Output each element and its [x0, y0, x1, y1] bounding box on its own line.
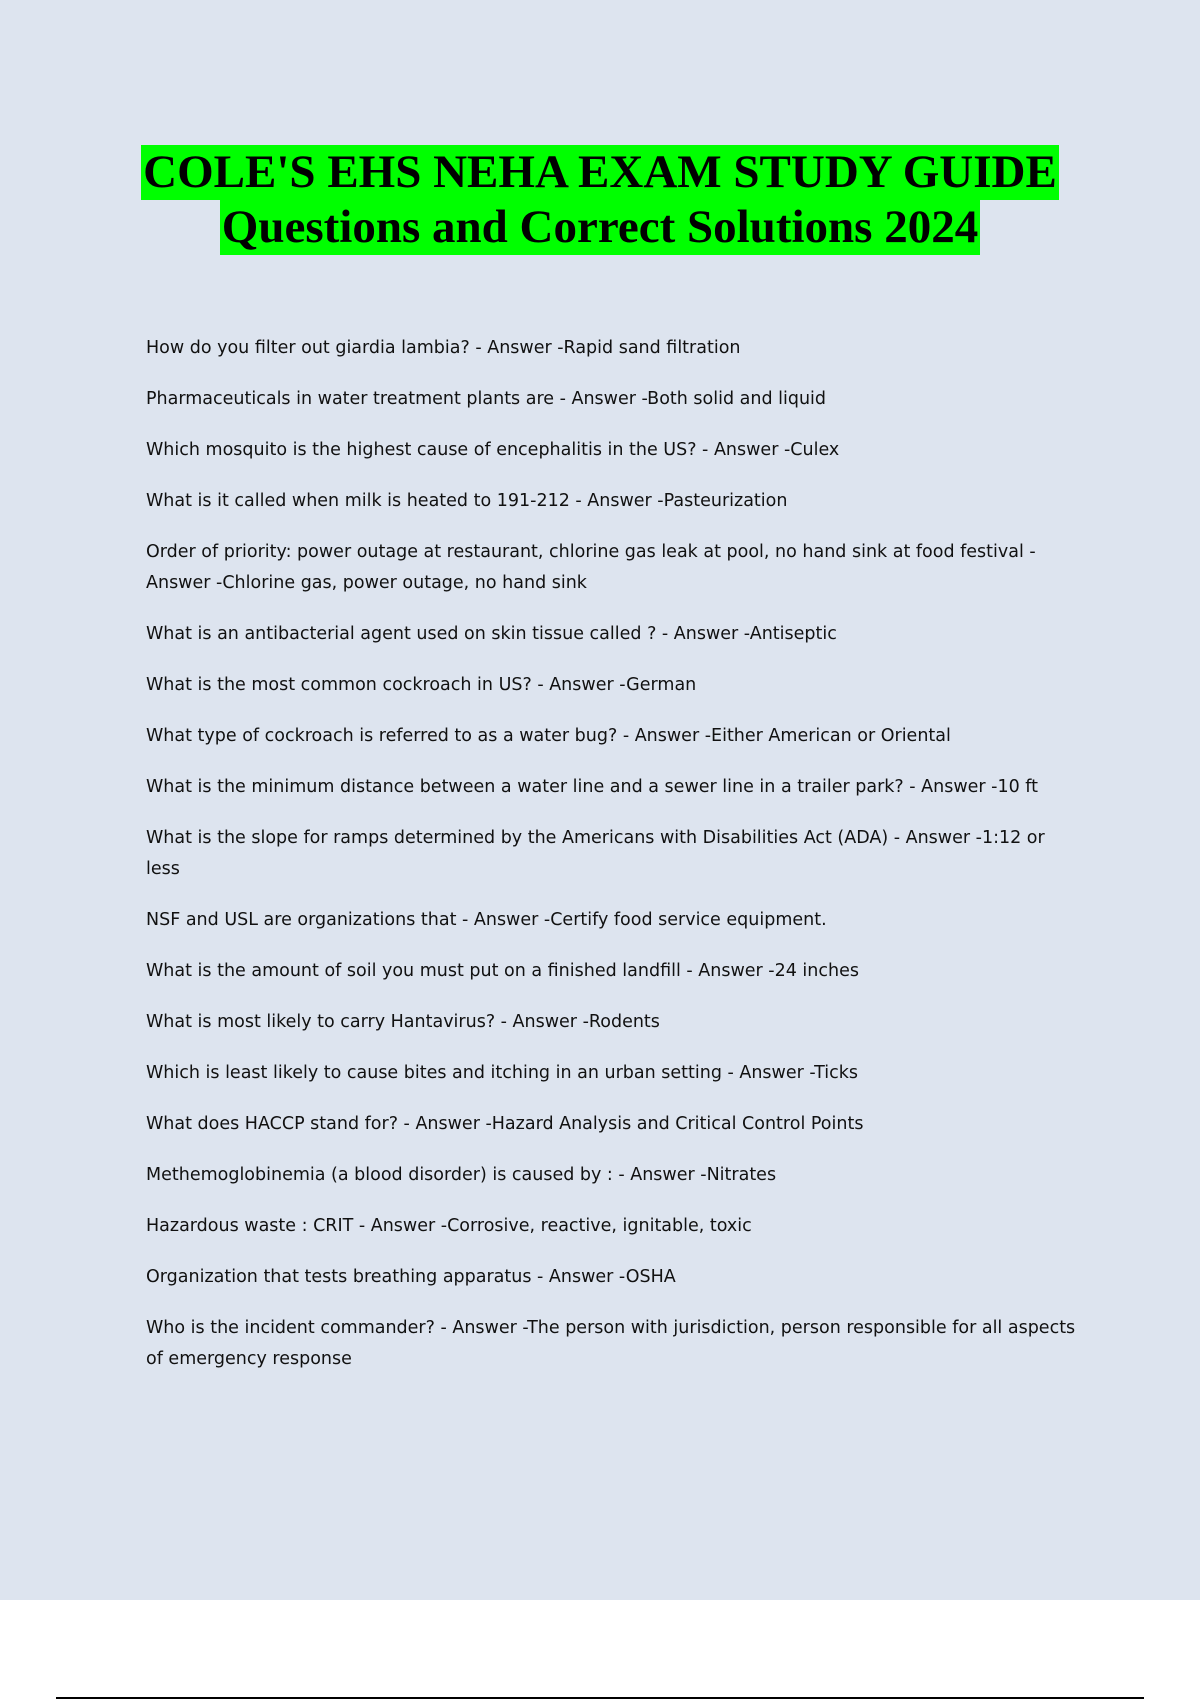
qa-item: Hazardous waste : CRIT - Answer -Corrosive, reactive, ignitable, toxic [146, 1216, 752, 1236]
qa-item: Which mosquito is the highest cause of encephalitis in the US? - Answer -Culex [146, 440, 840, 460]
document-title [0, 145, 1200, 255]
title-line-1: COLE'S EHS NEHA EXAM STUDY GUIDE [143, 146, 1057, 198]
qa-item: What type of cockroach is referred to as a water bug? - Answer -Either American or Oriental [146, 726, 951, 746]
title-line-2: Questions and Correct Solutions 2024 [221, 201, 979, 253]
qa-list [146, 333, 1076, 1395]
qa-item: NSF and USL are organizations that - Answer -Certify food service equipment. [146, 910, 827, 930]
qa-item: How do you filter out giardia lambia? - Answer -Rapid sand filtration [146, 338, 741, 358]
qa-item: What is the most common cockroach in US? - Answer -German [146, 675, 697, 695]
qa-item: What is it called when milk is heated to 191-212 - Answer -Pasteurization [146, 491, 788, 511]
footer-divider [56, 1697, 1144, 1699]
qa-item: What is the slope for ramps determined by the Americans with Disabilities Act (ADA) - Answer -1:12 or less [146, 828, 1045, 879]
qa-item: What is the amount of soil you must put on a finished landfill - Answer -24 inches [146, 961, 859, 981]
qa-item: What is an antibacterial agent used on skin tissue called ? - Answer -Antiseptic [146, 624, 837, 644]
qa-item: Order of priority: power outage at restaurant, chlorine gas leak at pool, no hand sink at food festival - Answer -Chlorine gas, power outage, no hand sink [146, 542, 1036, 593]
qa-item: Who is the incident commander? - Answer -The person with jurisdiction, person responsible for all aspects of emergency response [146, 1318, 1076, 1369]
qa-item: Pharmaceuticals in water treatment plants are - Answer -Both solid and liquid [146, 389, 827, 409]
qa-item: Methemoglobinemia (a blood disorder) is caused by : - Answer -Nitrates [146, 1165, 777, 1185]
qa-item: What is most likely to carry Hantavirus? - Answer -Rodents [146, 1012, 660, 1032]
qa-item: What is the minimum distance between a water line and a sewer line in a trailer park? - Answer -10 ft [146, 777, 1039, 797]
qa-item: Organization that tests breathing apparatus - Answer -OSHA [146, 1267, 676, 1287]
qa-item: What does HACCP stand for? - Answer -Hazard Analysis and Critical Control Points [146, 1114, 864, 1134]
qa-item: Which is least likely to cause bites and itching in an urban setting - Answer -Ticks [146, 1063, 858, 1083]
